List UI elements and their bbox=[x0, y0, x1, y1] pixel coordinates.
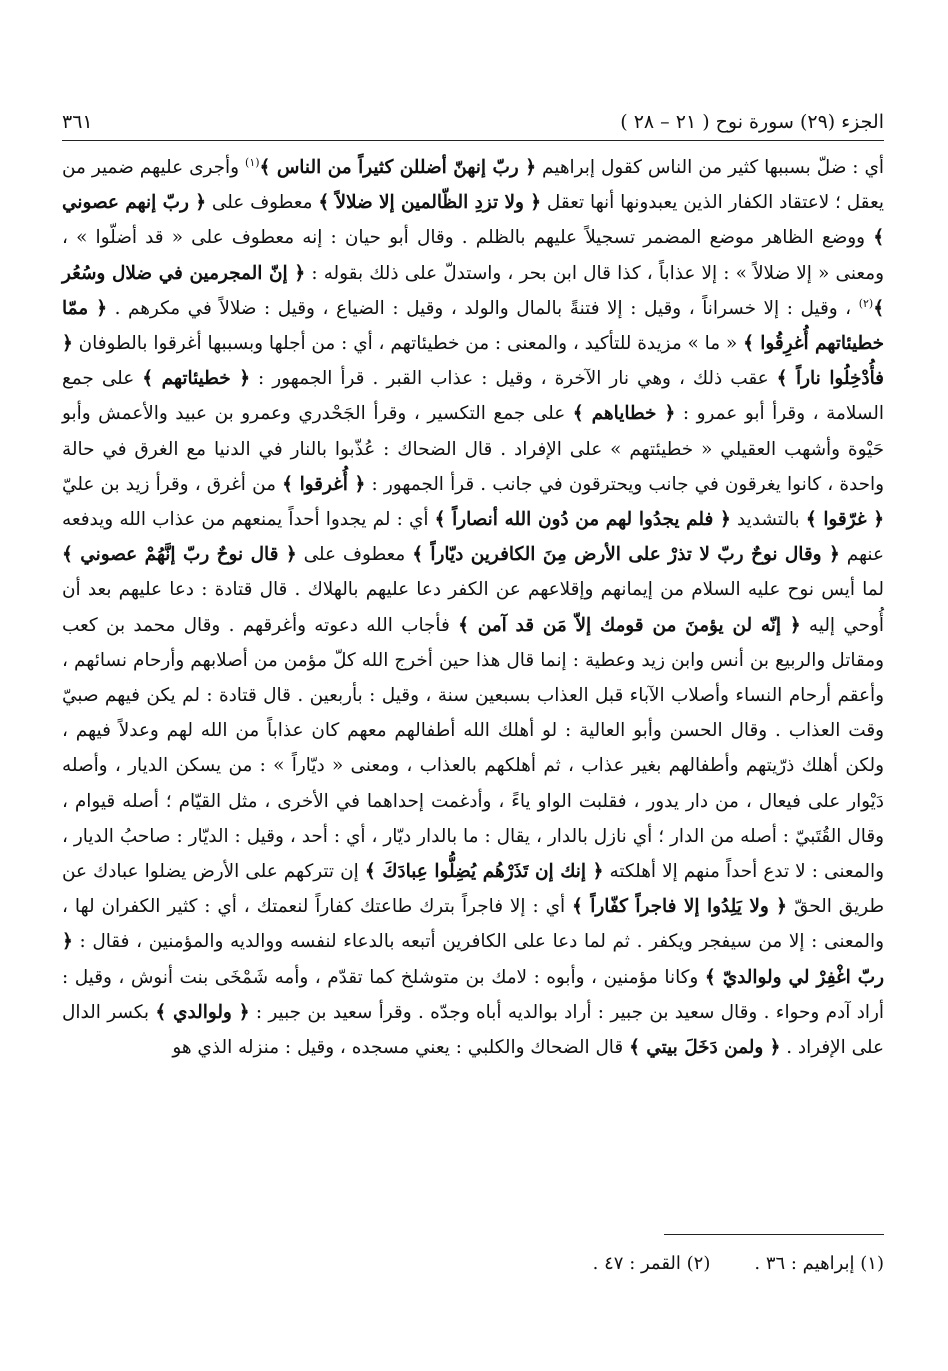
quranic-quote: ﴿ ربّ اغْفِرْ لي ولوالديّ ﴾ bbox=[62, 931, 884, 988]
quranic-quote: ﴿ وقال نوحٌ ربّ لا تذرْ على الأرض مِنَ الكافرين ديّاراً ﴾ bbox=[412, 544, 840, 566]
text-segment: عقب ذلك ، وهي نار الآخرة ، وقيل : عذاب القبر . قرأ الجمهور : bbox=[258, 368, 769, 390]
footnote-1 bbox=[754, 1250, 884, 1278]
quranic-quote: ﴿ فلم يجدُوا لهم من دُون الله أنصاراً ﴾ bbox=[434, 509, 731, 531]
quranic-quote: ﴿ ولوالدي ﴾ bbox=[155, 1001, 250, 1023]
text-segment: بالتشديد bbox=[736, 509, 800, 531]
footnote-mark: (١) bbox=[860, 1253, 884, 1274]
quranic-quote: ﴿ قال نوحٌ ربّ إنَّهُمْ عصوني ﴾ bbox=[62, 544, 297, 566]
quranic-quote: ﴿ أُغرقوا ﴾ bbox=[282, 473, 366, 495]
text-segment: على جمع السلامة ، وقرأ أبو عمرو : bbox=[62, 368, 884, 425]
text-segment: ، وقيل : إلا خسراناً ، وقيل : إلا فتنةً بالمال والولد ، وقيل : الضياع ، وقيل : ضلالاً في مكرهم . bbox=[114, 297, 852, 319]
quranic-quote: ﴿ ولا تزدِ الظّالمين إلا ضلالاً ﴾ bbox=[318, 192, 542, 214]
running-title: الجزء (٢٩) سورة نوح ( ٢١ – ٢٨ ) bbox=[620, 111, 884, 133]
text-segment: إن تتركهم على الأرض يضلوا عبادك عن طريق الحقّ bbox=[62, 861, 884, 918]
footnote-divider bbox=[664, 1234, 884, 1235]
text-segment: « ما » مزيدة للتأكيد ، والمعنى : من خطيئاتهم ، أي : من أجلها وبسببها أغرقوا بالطوفان bbox=[78, 333, 738, 355]
text-segment: أي : لم يجدوا أحداً يمنعهم من عذاب الله ويدفعه عنهم bbox=[62, 509, 884, 566]
text-segment: ووضع الظاهر موضع المضمر تسجيلاً عليهم بالظلم . وقال أبو حيان : إنه معطوف على « قد أضلّوا » ، ومعنى « إلا ضلالاً » : إلا عذاباً ، كذا قال ابن بحر ، واستدلّ على ذلك بقوله : bbox=[62, 227, 884, 284]
text-segment: فأجاب الله دعوته وأغرقهم . وقال محمد بن كعب ومقاتل والربيع بن أنس وابن زيد وعطية : إنما قال هذا حين أخرج الله كلّ مؤمن من أصلابهم وأرحام نسائهم ، وأعقم أرحام النساء وأصلاب الآباء قبل العذاب بسبعين سنة ، وقيل : بأربعين . قال قتادة : لم يكن فيهم صبيّ وقت العذاب . وقال الحسن وأبو العالية : لو أهلك الله أطفالهم معهم كان عذاباً من الله لهم وعدلاً فيهم ، ولكن أهلك ذرّيتهم وأطفالهم بغير عذاب ، ثم أهلكهم بالعذاب ، ومعنى « ديّاراً » : من يسكن الديار ، وأصله دَيْوار على فيعال ، من دار يدور ، فقلبت الواو ياءً ، وأدغمت إحداهما في الأخرى ، مثل القيّام ؛ أصله قيوام ، وقال القُتَبيّ : أصله من الدار ؛ أي نازل بالدار ، يقال : ما بالدار ديّار ، أي : أحد ، وقيل : الديّار : صاحبُ الديار ، والمعنى : لا تدع أحداً منهم إلا أهلكته bbox=[62, 614, 884, 883]
quranic-quote: ﴿ فأُدْخِلُوا ناراً ﴾ bbox=[62, 333, 884, 390]
quranic-quote: ﴿ ربّ إنهم عصوني ﴾ bbox=[62, 192, 884, 249]
text-segment: معطوف على bbox=[211, 192, 313, 214]
footnote-marker: (١) bbox=[245, 155, 260, 169]
text-segment: وكانا مؤمنين ، وأبوه : لامك بن متوشلخ كما تقدّم ، وأمه شَمْخَى بنت أنوش ، وقيل : أراد آدم وحواء . وقال سعيد بن جبير : أراد بوالديه أباه وجدّه . وقرأ سعيد بن جبير : bbox=[62, 966, 884, 1023]
footnote-text: إبراهيم : ٣٦ . bbox=[754, 1253, 855, 1274]
quranic-quote: ﴿ إنّه لن يؤمنَ من قومك إلاّ مَن قد آمن ﴾ bbox=[458, 614, 801, 636]
text-segment: أي : إلا فاجراً بترك طاعتك كفاراً لنعمتك ، أي : كثير الكفران لها ، والمعنى : إلا من سيفجر ويكفر . ثم لما دعا على الكافرين أتبعه بالدعاء لنفسه ووالديه والمؤمنين ، فقال : bbox=[62, 896, 884, 953]
page-header bbox=[62, 106, 884, 138]
commentary-body bbox=[62, 150, 884, 1065]
page-number: ٣٦١ bbox=[62, 111, 93, 133]
text-segment: بكسر الدال على الإفراد . bbox=[62, 1001, 884, 1059]
quranic-quote: ﴿ ولمن دَخَلَ بيتي ﴾ bbox=[629, 1037, 781, 1059]
quranic-quote: ﴿ ممّا خطيئاتهم أُغرِقُوا ﴾ bbox=[62, 297, 884, 355]
footnote-2 bbox=[593, 1250, 711, 1278]
quranic-quote: ﴿ خطاياهم ﴾ bbox=[572, 403, 676, 425]
header-divider bbox=[62, 140, 884, 141]
footnotes bbox=[62, 1250, 884, 1278]
quranic-quote: ﴿ غرّقوا ﴾ bbox=[805, 509, 884, 531]
footnote-mark: (٢) bbox=[686, 1253, 711, 1274]
text-segment: لما أيس نوح عليه السلام من إيمانهم وإقلاعهم عن الكفر دعا عليهم بالهلاك . قال قتادة : دعا عليهم بعد أن أُوحي إليه bbox=[62, 579, 885, 636]
text-segment: أي : ضلّ بسببها كثير من الناس كقول إبراهيم bbox=[542, 157, 884, 178]
quranic-quote: ﴿ إنك إن تَذَرْهُم يُضِلُّوا عِبادَكَ ﴾ bbox=[364, 861, 604, 883]
text-segment: من أغرق ، وقرأ زيد بن عليّ bbox=[62, 473, 276, 495]
quranic-quote: ﴿ خطيئاتهم ﴾ bbox=[142, 368, 250, 390]
quranic-quote: ﴿ ولا يَلِدُوا إلا فاجراً كفّاراً ﴾ bbox=[572, 896, 787, 918]
text-segment: معطوف على bbox=[303, 544, 406, 566]
text-segment: على جمع التكسير ، وقرأ الجَحْدري وعمرو بن عبيد والأعمش وأبو حَيْوة وأشهب العقيلي « خطيئتهم » على الإفراد . قال الضحاك : عُذّبوا بالنار في الدنيا مع الغرق في حالة واحدة ، كانوا يغرقون في جانب ويحترقون في جانب . قرأ الجمهور : bbox=[62, 403, 884, 495]
text-segment: وأجرى عليهم ضمير من يعقل ؛ لاعتقاد الكفار الذين يعبدونها أنها تعقل bbox=[62, 157, 884, 214]
footnote-marker: (٢) bbox=[858, 296, 874, 310]
footnote-text: القمر : ٤٧ . bbox=[592, 1253, 681, 1274]
quranic-quote: ﴿ ربّ إنهنّ أضللن كثيراً من الناس ﴾ bbox=[259, 157, 537, 178]
text-segment: قال الضحاك والكلبي : يعني مسجده ، وقيل : منزله الذي هو bbox=[172, 1037, 624, 1059]
quranic-quote: ﴿ إنّ المجرمين في ضلال وسُعُر ﴾ bbox=[62, 262, 884, 319]
